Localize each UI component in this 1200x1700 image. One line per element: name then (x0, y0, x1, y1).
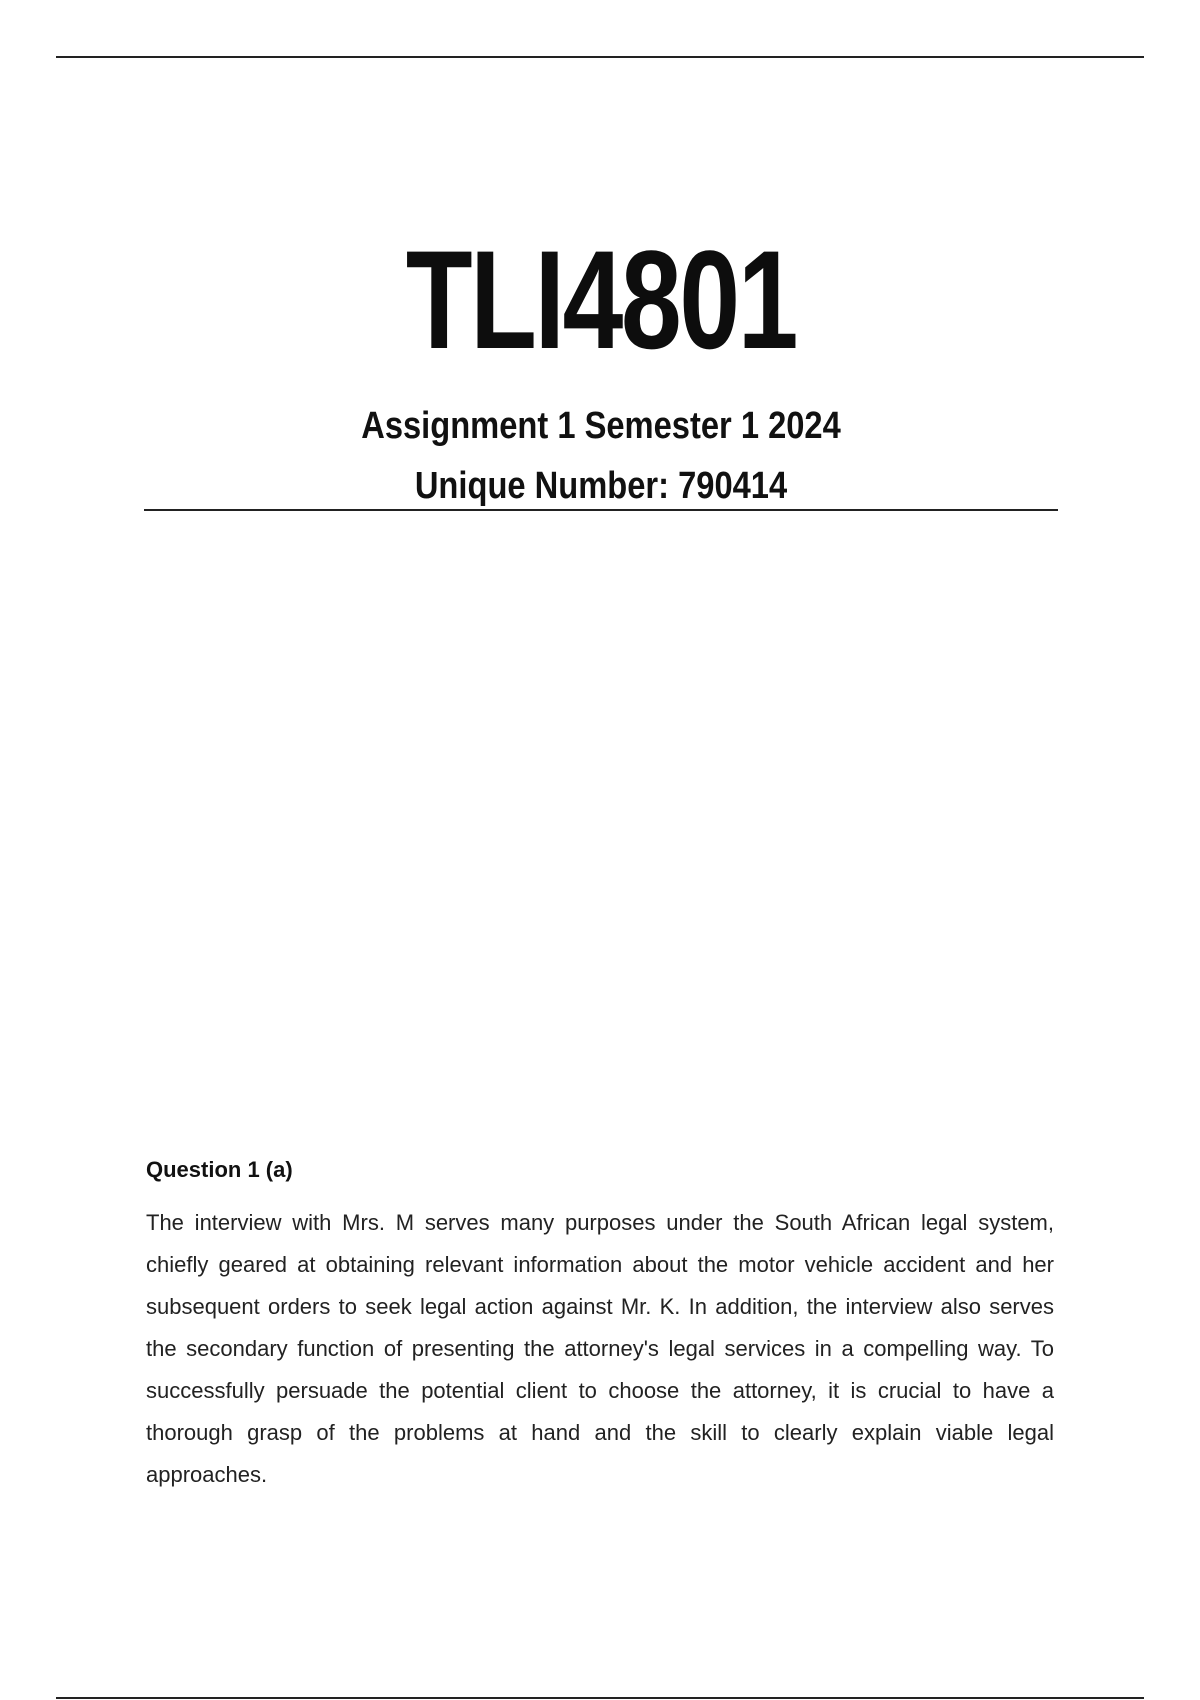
question-body-text: The interview with Mrs. M serves many purposes under the South African legal system, chiefly geared at obtaining relevant information about the motor vehicle accident and her subsequent orders to seek legal action against Mr. K. In addition, the interview also serves the secondary function of presenting the attorney's legal services in a compelling way. To successfully persuade the potential client to choose the attorney, it is crucial to have a thorough grasp of the problems at hand and the skill to clearly explain viable legal approaches. (146, 1210, 1054, 1487)
cover-divider (144, 509, 1058, 511)
question-heading: Question 1 (a) (146, 1157, 293, 1182)
course-code-title: TLI4801 (405, 221, 797, 378)
assignment-subtitle: Assignment 1 Semester 1 2024 (361, 405, 841, 447)
question-section (146, 1156, 1054, 1496)
cover-block (144, 220, 1058, 510)
page-bottom-rule (56, 1697, 1144, 1699)
unique-number: Unique Number: 790414 (414, 465, 788, 507)
page-top-rule (56, 56, 1144, 58)
